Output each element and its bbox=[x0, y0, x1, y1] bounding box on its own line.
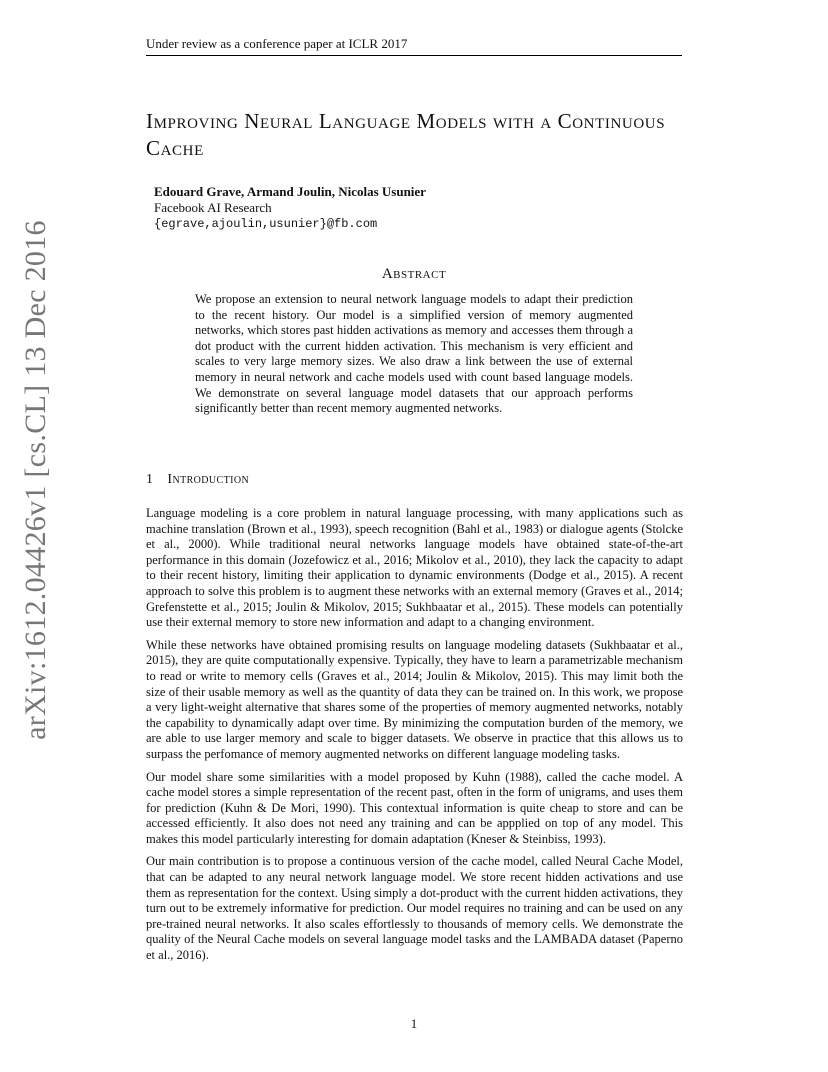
author-block bbox=[154, 184, 426, 232]
section-heading bbox=[146, 472, 249, 488]
author-email: {egrave,ajoulin,usunier}@fb.com bbox=[154, 217, 378, 231]
section-number: 1 bbox=[146, 472, 154, 487]
abstract-text: We propose an extension to neural network language models to adapt their prediction to the recent history. Our model is a simplified version of memory augmented networks, which stores past hidden activations as memory and accesses them through a dot product with the current hidden activation. This mechanism is very efficient and scales to very large memory sizes. We also draw a link between the use of external memory in neural network and cache models used with count based language models. We demonstrate on several language model datasets that our approach performs significantly better than recent memory augmented networks. bbox=[195, 292, 633, 416]
section-title: Introduction bbox=[167, 472, 250, 487]
intro-paragraph: Our main contribution is to propose a continuous version of the cache model, called Neural Cache Model, that can be adapted to any neural network language model. We store recent hidden activations and use them as representation for the context. Using simply a dot-product with the current hidden activations, they turn out to be extremely informative for prediction. Our model requires no training and can be used on any pre-trained neural networks. It also scales effortlessly to thousands of memory cells. We demonstrate the quality of the Neural Cache models on several language model tasks and the LAMBADA dataset (Paperno et al., 2016). bbox=[146, 854, 683, 963]
author-affiliation: Facebook AI Research bbox=[154, 200, 272, 215]
introduction-body bbox=[146, 506, 683, 971]
intro-paragraph: Language modeling is a core problem in natural language processing, with many applications such as machine translation (Brown et al., 1993), speech recognition (Bahl et al., 1983) or dialogue agents (Stolcke et al., 2000). While traditional neural networks language models have obtained state-of-the-art performance in this domain (Jozefowicz et al., 2016; Mikolov et al., 2010), they lack the capacity to adapt to their recent history, limiting their application to dynamic environments (Dodge et al., 2015). A recent approach to solve this problem is to augment these networks with an external memory (Graves et al., 2014; Grefenstette et al., 2015; Joulin & Mikolov, 2015; Sukhbaatar et al., 2015). These models can potentially use their external memory to store new information and adapt to a changing environment. bbox=[146, 506, 683, 630]
intro-paragraph: While these networks have obtained promising results on language modeling datasets (Sukhbaatar et al., 2015), they are quite computationally expensive. Typically, they have to learn a parametrizable mechanism to read or write to memory cells (Graves et al., 2014; Joulin & Mikolov, 2015). This may limit both the size of their usable memory as well as the quantity of data they can be trained on. In this work, we propose a very light-weight alternative that shares some of the properties of memory augmented networks, notably the capability to dynamically adapt over time. By minimizing the computation burden of the memory, we are able to use larger memory and scale to bigger datasets. We observe in practice that this allows us to surpass the perfomance of memory augmented networks on different language modeling tasks. bbox=[146, 637, 683, 761]
author-names: Edouard Grave, Armand Joulin, Nicolas Usunier bbox=[154, 184, 426, 199]
abstract-heading: Abstract bbox=[381, 266, 447, 282]
page-number: 1 bbox=[410, 1016, 418, 1031]
arxiv-identifier: arXiv:1612.04426v1 [cs.CL] 13 Dec 2016 bbox=[19, 220, 52, 740]
running-header: Under review as a conference paper at ICLR 2017 bbox=[146, 36, 682, 56]
paper-title: Improving Neural Language Models with a Continuous Cache bbox=[146, 109, 666, 160]
intro-paragraph: Our model share some similarities with a model proposed by Kuhn (1988), called the cache model. A cache model stores a simple representation of the recent past, often in the form of unigrams, and uses them for prediction (Kuhn & De Mori, 1990). This contextual information is quite cheap to store and can be accessed efficiently. It also does not need any training and can be appplied on top of any model. This makes this model particularly interesting for domain adaptation (Kneser & Steinbiss, 1993). bbox=[146, 769, 683, 846]
